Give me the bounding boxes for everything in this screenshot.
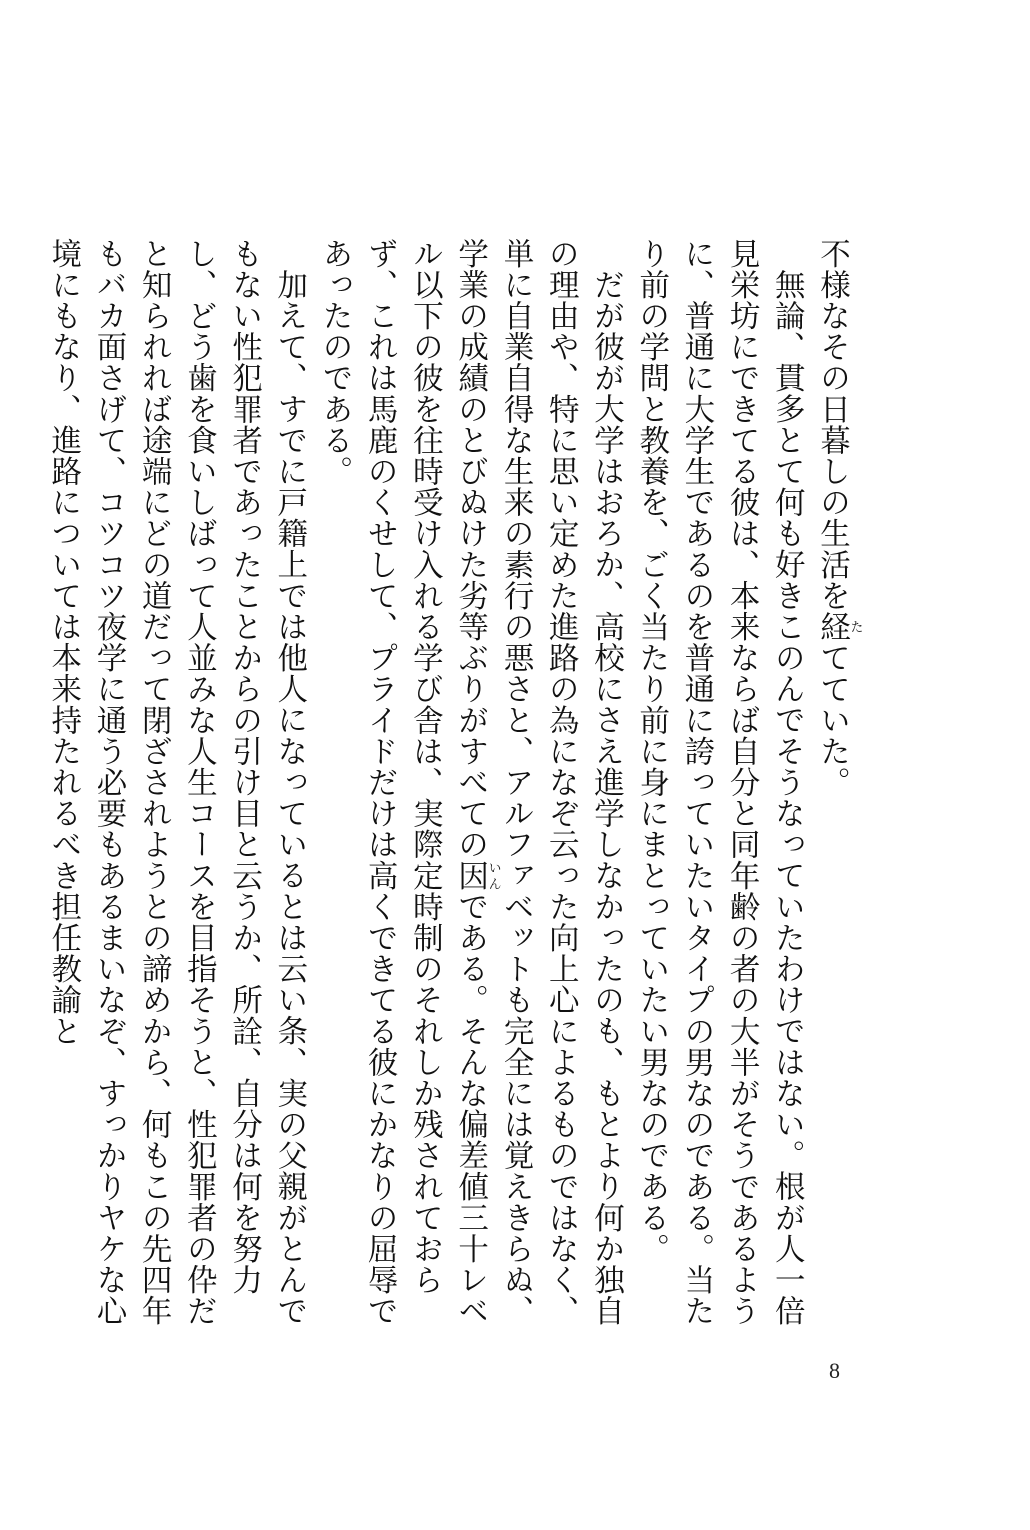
text-run: だが彼が大学はおろか、高校にさえ進学しなかったのも、もとより何か独自の理由や、特に思い定めた進路の為になぞ云った向上心によるものではなく、単に自業自得な生来の素行の悪さと、アルファベットも完全には覚えきらぬ、学業の成績のとびぬけた劣等ぶりがすべての <box>452 238 624 1327</box>
ruby-base: 因 <box>452 860 488 892</box>
paragraph <box>312 238 629 1328</box>
paragraph <box>41 238 312 1328</box>
ruby-annotation <box>452 860 501 892</box>
ruby-reading: た <box>847 611 863 643</box>
text-run: 無論、貫多とて何も好きこのんでそうなっていたわけではない。根が人一倍見栄坊にできてる彼は、本来ならば自分と同年齢の者の大半がそうであるように、普通に大学生であるのを普通に誇っていたいタイプの男なのである。当たり前の学問と教養を、ごく当たり前に身にまとっていたい男なのである。 <box>633 238 805 1327</box>
paragraph <box>809 238 862 1328</box>
body-text <box>45 238 863 1328</box>
page-number: 8 <box>829 1358 840 1383</box>
text-run: 不様なその日暮しの生活を <box>814 238 850 612</box>
text-run: である。そんな偏差値三十レベル以下の彼を往時受け入れる学び舎は、実際定時制のそれしか残されておらず、これは馬鹿のくせして、プライドだけは高くできてる彼にかなりの屈辱であったのである。 <box>316 238 488 1327</box>
ruby-reading: いん <box>485 860 501 892</box>
ruby-annotation <box>814 611 863 643</box>
paragraph <box>628 238 809 1328</box>
text-run: 加えて、すでに戸籍上では他人になっているとは云い条、実の父親がとんでもない性犯罪者であったことからの引け目と云うか、所詮、自分は何を努力し、どう歯を食いしばって人並みな人生コースを目指そうと、性犯罪者の伜だと知られれば途端にどの道だって閉ざされようとの諦めから、何もこの先四年もバカ面さげて、コツコツ夜学に通う必要もあるまいなぞ、すっかりヤケな心境にもなり、進路については本来持たれるべき担任教諭と <box>45 238 307 1327</box>
text-run: てていた。 <box>814 642 850 798</box>
ruby-base: 経 <box>814 611 850 643</box>
